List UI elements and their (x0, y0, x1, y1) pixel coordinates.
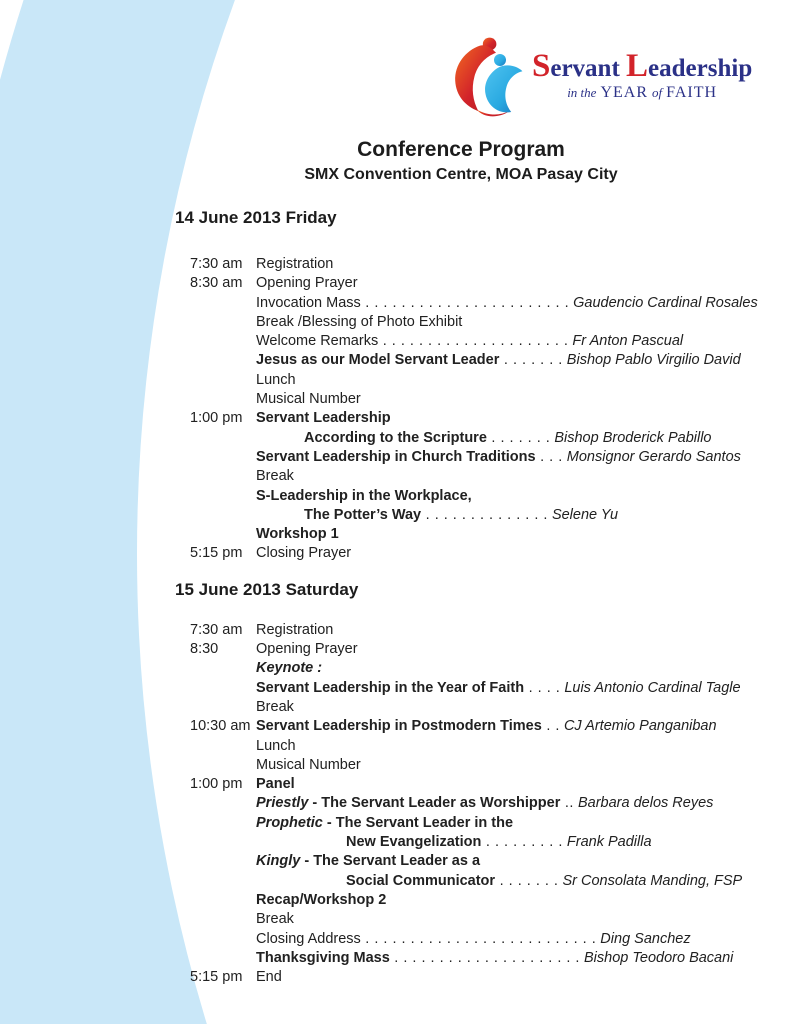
speaker-name: Bishop Pablo Virgilio David (562, 352, 741, 369)
event-title: According to the Scripture (304, 429, 487, 446)
dot-leader: . . . . . . . . . . . . . . . . . . . . . . . (360, 294, 570, 311)
schedule-row (175, 717, 760, 736)
event-title: Musical Number (256, 391, 361, 408)
schedule-row (175, 833, 760, 852)
time-label: 7:30 am (190, 621, 243, 638)
event-title: Registration (256, 621, 334, 638)
schedule-row (175, 294, 760, 313)
event-entry (256, 776, 295, 792)
day-section (175, 206, 760, 564)
event-title: Kingly (256, 853, 301, 870)
event-title: Closing Prayer (256, 545, 352, 562)
time-label: 8:30 (190, 641, 219, 658)
tagline-year: YEAR (600, 84, 648, 101)
event-title: Musical Number (256, 756, 361, 773)
schedule-row (175, 891, 760, 910)
schedule (175, 206, 760, 987)
speaker-name: CJ Artemio Panganiban (559, 718, 717, 735)
event-entry (256, 352, 741, 368)
program-content (175, 138, 760, 987)
schedule-row (175, 274, 760, 293)
speaker-name: Barbara delos Reyes (573, 795, 714, 812)
day-rows (175, 621, 760, 988)
event-entry (256, 795, 713, 811)
schedule-row (175, 910, 760, 929)
schedule-row (175, 544, 760, 563)
speaker-name: Bishop Broderick Pabillo (550, 429, 712, 446)
schedule-row (175, 968, 760, 987)
event-entry (256, 738, 296, 754)
time-label: 5:15 pm (190, 545, 243, 562)
schedule-row (175, 448, 760, 467)
event-title: Recap/Workshop 2 (256, 891, 387, 908)
schedule-row (175, 756, 760, 775)
tagline-of: of (652, 85, 663, 100)
page-subtitle: SMX Convention Centre, MOA Pasay City (304, 166, 618, 183)
time-label: 5:15 pm (190, 969, 243, 986)
event-title: Panel (256, 776, 295, 793)
event-entry (256, 757, 361, 773)
schedule-row (175, 390, 760, 409)
event-title: Priestly (256, 795, 309, 812)
event-entry (256, 660, 322, 676)
event-title: Jesus as our Model Servant Leader (256, 352, 500, 369)
event-title: Prophetic (256, 814, 323, 831)
dot-leader: . . . . . . . (495, 872, 559, 889)
event-title: End (256, 969, 282, 986)
logo-word-servant: ervant (550, 55, 620, 82)
dot-leader: . . . . . . . (486, 429, 551, 446)
event-entry (256, 430, 712, 446)
dot-leader: .. (560, 795, 574, 812)
event-entry (256, 892, 386, 908)
event-title: Invocation Mass (256, 294, 361, 311)
dot-leader: . . . . . . . . . . . . . . . . . . . . . . . . . . (360, 930, 597, 947)
event-title: Opening Prayer (256, 275, 358, 292)
logo (448, 34, 752, 118)
dot-leader: . . . . (524, 679, 561, 696)
event-entry (256, 911, 294, 927)
logo-letter-l: L (626, 48, 649, 84)
speaker-name: Bishop Teodoro Bacani (579, 949, 734, 966)
speaker-name: Sr Consolata Manding, FSP (558, 872, 743, 889)
schedule-row (175, 814, 760, 833)
event-title: S-Leadership in the Workplace, (256, 487, 472, 504)
schedule-row (175, 313, 760, 332)
event-entry (256, 391, 361, 407)
dot-leader: . . . (535, 448, 563, 465)
event-entry (256, 545, 351, 561)
event-title: Keynote : (256, 660, 323, 677)
event-entry (256, 815, 513, 831)
speaker-name: Frank Padilla (562, 834, 652, 851)
event-title: Servant Leadership in Postmodern Times (256, 718, 542, 735)
schedule-row (175, 698, 760, 717)
event-entry (256, 314, 462, 330)
day-heading: 15 June 2013 Saturday (175, 579, 359, 599)
servant-leadership-logo-icon (448, 34, 528, 118)
schedule-row (175, 930, 760, 949)
time-label: 10:30 am (190, 718, 251, 735)
event-title: Thanksgiving Mass (256, 949, 390, 966)
event-entry (256, 680, 741, 696)
dot-leader: . . . . . . . (499, 352, 563, 369)
event-entry (256, 333, 683, 349)
event-title: Servant Leadership (256, 410, 391, 427)
dot-leader: . . . . . . . . . . . . . . (421, 506, 548, 523)
event-title: - The Servant Leader in the (322, 814, 514, 831)
schedule-row (175, 949, 760, 968)
speaker-name: Monsignor Gerardo Santos (562, 448, 741, 465)
event-entry (256, 372, 296, 388)
event-entry (256, 488, 472, 504)
event-title: Lunch (256, 737, 296, 754)
speaker-name: Ding Sanchez (596, 930, 691, 947)
event-entry (256, 931, 691, 947)
schedule-row (175, 679, 760, 698)
time-label: 1:00 pm (190, 410, 243, 427)
logo-text (532, 50, 752, 102)
event-title: Registration (256, 256, 334, 272)
event-title: - The Servant Leader as Worshipper (308, 795, 561, 812)
time-label: 7:30 am (190, 256, 243, 272)
schedule-row (175, 467, 760, 486)
event-entry (256, 468, 294, 484)
event-title: New Evangelization (346, 834, 482, 851)
event-entry (256, 526, 339, 542)
dot-leader: . . . . . . . . . . . . . . . . . . . . . (389, 949, 580, 966)
speaker-name: Gaudencio Cardinal Rosales (569, 294, 758, 311)
event-entry (256, 256, 333, 272)
event-entry (256, 641, 358, 657)
event-entry (256, 410, 391, 426)
event-entry (256, 873, 742, 889)
event-title: The Potter’s Way (304, 506, 422, 523)
event-title: Workshop 1 (256, 526, 339, 543)
schedule-row (175, 852, 760, 871)
schedule-row (175, 621, 760, 640)
event-entry (256, 853, 480, 869)
event-entry (256, 449, 741, 465)
schedule-row (175, 371, 760, 390)
tagline-faith: FAITH (666, 84, 718, 101)
event-entry (256, 507, 618, 523)
event-title: - The Servant Leader as a (300, 853, 481, 870)
event-title: Break (256, 468, 294, 485)
schedule-row (175, 659, 760, 678)
speaker-name: Luis Antonio Cardinal Tagle (560, 679, 741, 696)
event-title: Opening Prayer (256, 641, 358, 658)
logo-word-leadership: eadership (648, 55, 753, 82)
event-entry (256, 718, 717, 734)
schedule-row (175, 351, 760, 370)
schedule-row (175, 775, 760, 794)
event-entry (256, 699, 294, 715)
event-title: Welcome Remarks (256, 333, 379, 350)
day-section (175, 578, 760, 988)
event-title: Servant Leadership in the Year of Faith (256, 679, 525, 696)
event-title: Servant Leadership in Church Traditions (256, 448, 536, 465)
speaker-name: Selene Yu (547, 506, 619, 523)
event-title: Break /Blessing of Photo Exhibit (256, 313, 463, 330)
event-title: Social Communicator (346, 872, 496, 889)
logo-tagline (532, 84, 752, 102)
schedule-row (175, 737, 760, 756)
event-title: Break (256, 911, 294, 928)
event-title: Lunch (256, 371, 296, 388)
schedule-row (175, 872, 760, 891)
schedule-row (175, 332, 760, 351)
dot-leader: . . . . . . . . . . . . . . . . . . . . . (378, 333, 569, 350)
day-rows (175, 255, 760, 564)
event-entry (256, 622, 333, 638)
day-heading: 14 June 2013 Friday (175, 208, 337, 227)
speaker-name: Fr Anton Pascual (568, 333, 684, 350)
event-entry (256, 295, 758, 311)
logo-letter-s: S (532, 48, 551, 84)
schedule-row (175, 525, 760, 544)
event-entry (256, 950, 733, 966)
page-title: Conference Program (357, 138, 565, 161)
event-entry (256, 834, 652, 850)
event-title: Closing Address (256, 930, 361, 947)
schedule-row (175, 255, 760, 274)
dot-leader: . . . . . . . . . (481, 834, 563, 851)
event-title: Break (256, 698, 294, 715)
schedule-row (175, 409, 760, 428)
time-label: 1:00 pm (190, 776, 243, 793)
schedule-row (175, 640, 760, 659)
event-entry (256, 969, 282, 985)
tagline-in-the: in the (567, 85, 597, 100)
time-label: 8:30 am (190, 275, 243, 292)
schedule-row (175, 506, 760, 525)
logo-title (532, 50, 752, 85)
schedule-row (175, 487, 760, 506)
event-entry (256, 275, 358, 291)
schedule-row (175, 794, 760, 813)
schedule-row (175, 429, 760, 448)
dot-leader: . . (541, 718, 560, 735)
